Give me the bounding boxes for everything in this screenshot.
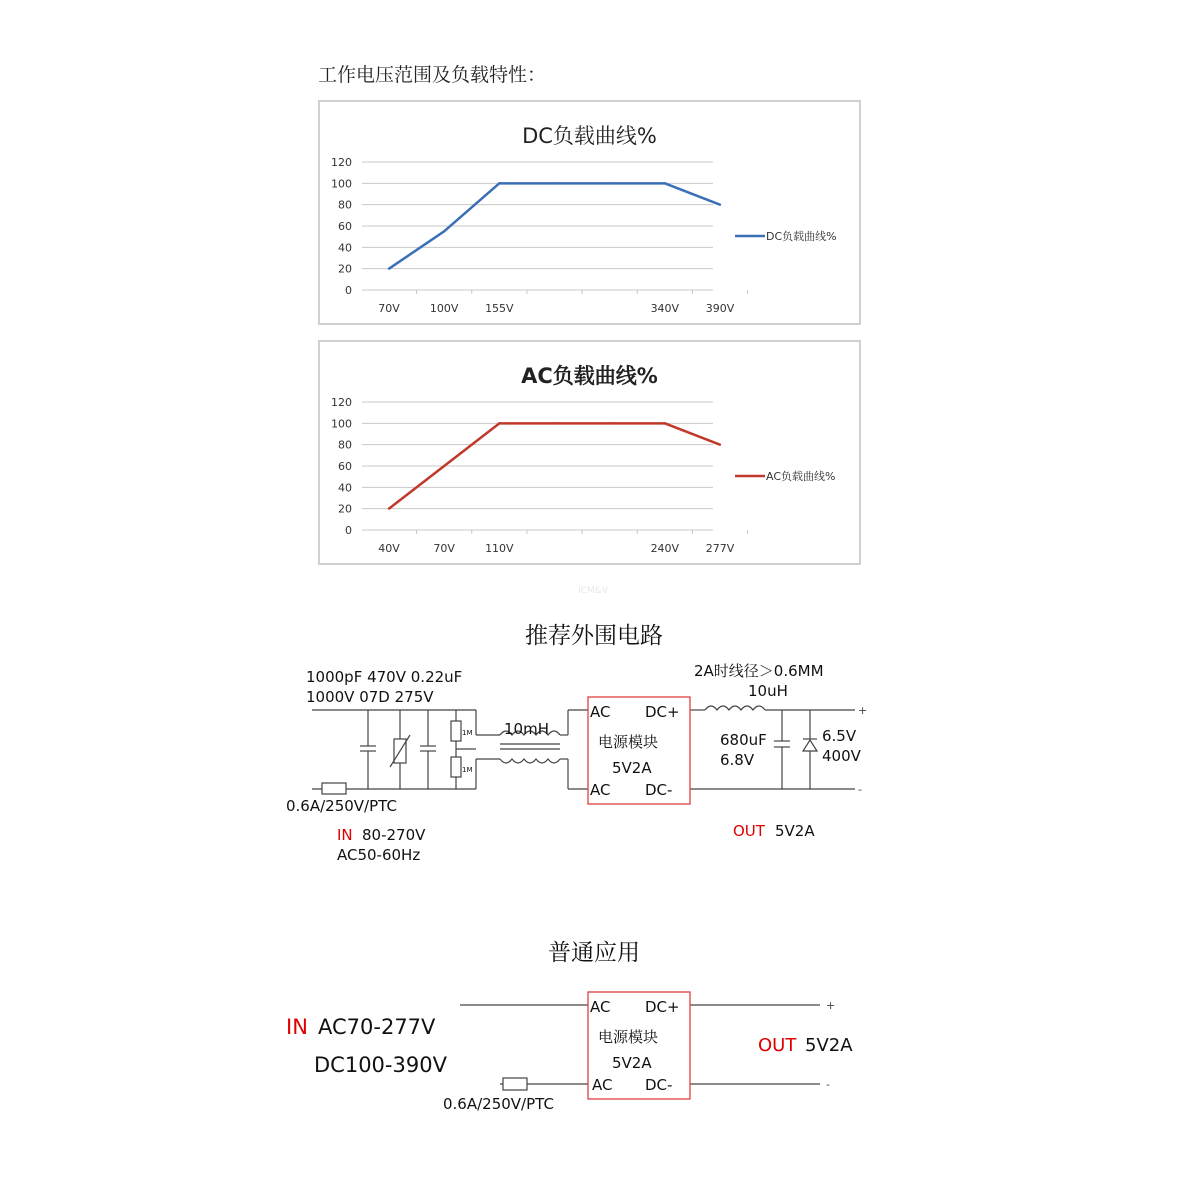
dc-y-tick-label: 40	[338, 241, 352, 255]
ac-y-tick-label: 0	[345, 524, 352, 537]
input-tag: IN	[337, 826, 353, 844]
module-dc-minus: DC-	[645, 781, 673, 799]
recommended-circuit-title: 推荐外围电路	[525, 623, 663, 649]
tvs-diode-icon	[803, 740, 817, 751]
module-dc-minus: DC-	[645, 1076, 673, 1094]
ac-y-tick-label: 100	[331, 417, 352, 431]
ac-x-tick-label: 110V	[485, 542, 514, 555]
fuse-label: 0.6A/250V/PTC	[286, 797, 397, 815]
ac-x-tick-label: 277V	[705, 542, 735, 555]
section-heading: 工作电压范围及负载特性：	[318, 64, 547, 86]
dc-y-tick-label: 60	[338, 220, 352, 233]
module-dc-plus: DC+	[645, 998, 680, 1016]
dc-y-tick-label: 80	[338, 198, 352, 212]
dc-x-tick-label: 340V	[650, 302, 680, 315]
ac-data-point	[498, 422, 500, 424]
module-ac-top: AC	[590, 998, 611, 1016]
ac-y-tick-label: 60	[338, 460, 352, 473]
module-ac-top: AC	[590, 703, 611, 721]
output-minus: -	[826, 1078, 830, 1091]
resistor-label-1: 1M	[462, 729, 473, 737]
ac-data-point	[443, 465, 445, 467]
ac-data-point	[608, 422, 610, 424]
dc-x-tick-label: 70V	[378, 302, 400, 315]
ac-y-tick-label: 120	[331, 396, 352, 409]
ac-chart-title: AC负载曲线%	[521, 364, 658, 388]
ac-data-point	[719, 443, 721, 445]
fuse-label: 0.6A/250V/PTC	[443, 1095, 554, 1113]
choke-coil-bottom-icon	[500, 759, 560, 763]
input-range: 80-270V	[362, 826, 426, 844]
ac-legend-label: AC负载曲线%	[766, 470, 836, 483]
general-application-title: 普通应用	[548, 940, 640, 966]
module-ac-bottom: AC	[592, 1076, 613, 1094]
filter-values-line1: 1000pF 470V 0.22uF	[306, 668, 463, 686]
tvs-value: 6.5V	[822, 727, 857, 745]
dc-data-point	[388, 267, 390, 269]
ac-y-tick-label: 80	[338, 438, 352, 452]
tvs-voltage: 400V	[822, 747, 861, 765]
ac-x-tick-label: 40V	[378, 542, 400, 555]
output-value: 5V2A	[805, 1035, 853, 1056]
output-value: 5V2A	[775, 822, 815, 840]
output-minus: -	[858, 783, 862, 796]
module-dc-plus: DC+	[645, 703, 680, 721]
ac-data-point	[553, 422, 555, 424]
dc-legend-label: DC负载曲线%	[766, 230, 837, 243]
dc-data-point	[498, 182, 500, 184]
dc-data-point	[664, 182, 666, 184]
ac-x-tick-label: 240V	[650, 542, 680, 555]
ac-y-tick-label: 20	[338, 502, 352, 516]
output-inductor-icon	[705, 706, 765, 710]
dc-chart-title: DC负载曲线%	[522, 124, 657, 148]
dc-load-chart	[318, 100, 861, 325]
module-ac-bottom: AC	[590, 781, 611, 799]
output-plus: +	[826, 999, 836, 1012]
dc-y-tick-label: 100	[331, 177, 352, 191]
dc-y-tick-label: 120	[331, 156, 352, 169]
dc-y-tick-label: 20	[338, 262, 352, 276]
dc-x-tick-label: 155V	[485, 302, 514, 315]
input-frequency: AC50-60Hz	[337, 846, 421, 864]
dc-data-point	[553, 182, 555, 184]
input-tag: IN	[286, 1015, 308, 1039]
filter-values-line2: 1000V 07D 275V	[306, 688, 434, 706]
capacitor-voltage: 6.8V	[720, 751, 755, 769]
ac-y-tick-label: 40	[338, 481, 352, 495]
dc-x-tick-label: 390V	[705, 302, 735, 315]
ac-data-point	[664, 422, 666, 424]
inductor-value: 10uH	[748, 682, 788, 700]
watermark: ICM&V	[578, 586, 608, 596]
dc-chart-plot	[320, 102, 859, 323]
output-tag: OUT	[758, 1035, 797, 1056]
choke-value: 10mH	[504, 720, 549, 738]
dc-x-tick-label: 100V	[429, 302, 459, 315]
capacitor-value: 680uF	[720, 731, 767, 749]
input-ac-range: AC70-277V	[318, 1015, 436, 1039]
fuse-icon	[503, 1078, 527, 1090]
wire-gauge-note: 2A时线径＞0.6MM	[694, 662, 824, 680]
module-name: 电源模块	[598, 733, 659, 751]
fuse-icon	[322, 783, 346, 794]
module-name: 电源模块	[598, 1028, 659, 1046]
ac-load-chart	[318, 340, 861, 565]
general-application-diagram	[0, 985, 1188, 1135]
resistor-label-2: 1M	[462, 766, 473, 774]
output-plus: +	[858, 704, 868, 717]
dc-data-point	[608, 182, 610, 184]
input-dc-range: DC100-390V	[314, 1053, 447, 1077]
dc-data-point	[719, 203, 721, 205]
recommended-circuit-diagram	[0, 655, 1188, 915]
ac-chart-plot	[320, 342, 859, 563]
dc-data-point	[443, 230, 445, 232]
module-rating: 5V2A	[612, 1054, 652, 1072]
dc-y-tick-label: 0	[345, 284, 352, 297]
ac-data-point	[388, 507, 390, 509]
output-tag: OUT	[733, 822, 765, 840]
ac-x-tick-label: 70V	[433, 542, 455, 555]
module-rating: 5V2A	[612, 759, 652, 777]
